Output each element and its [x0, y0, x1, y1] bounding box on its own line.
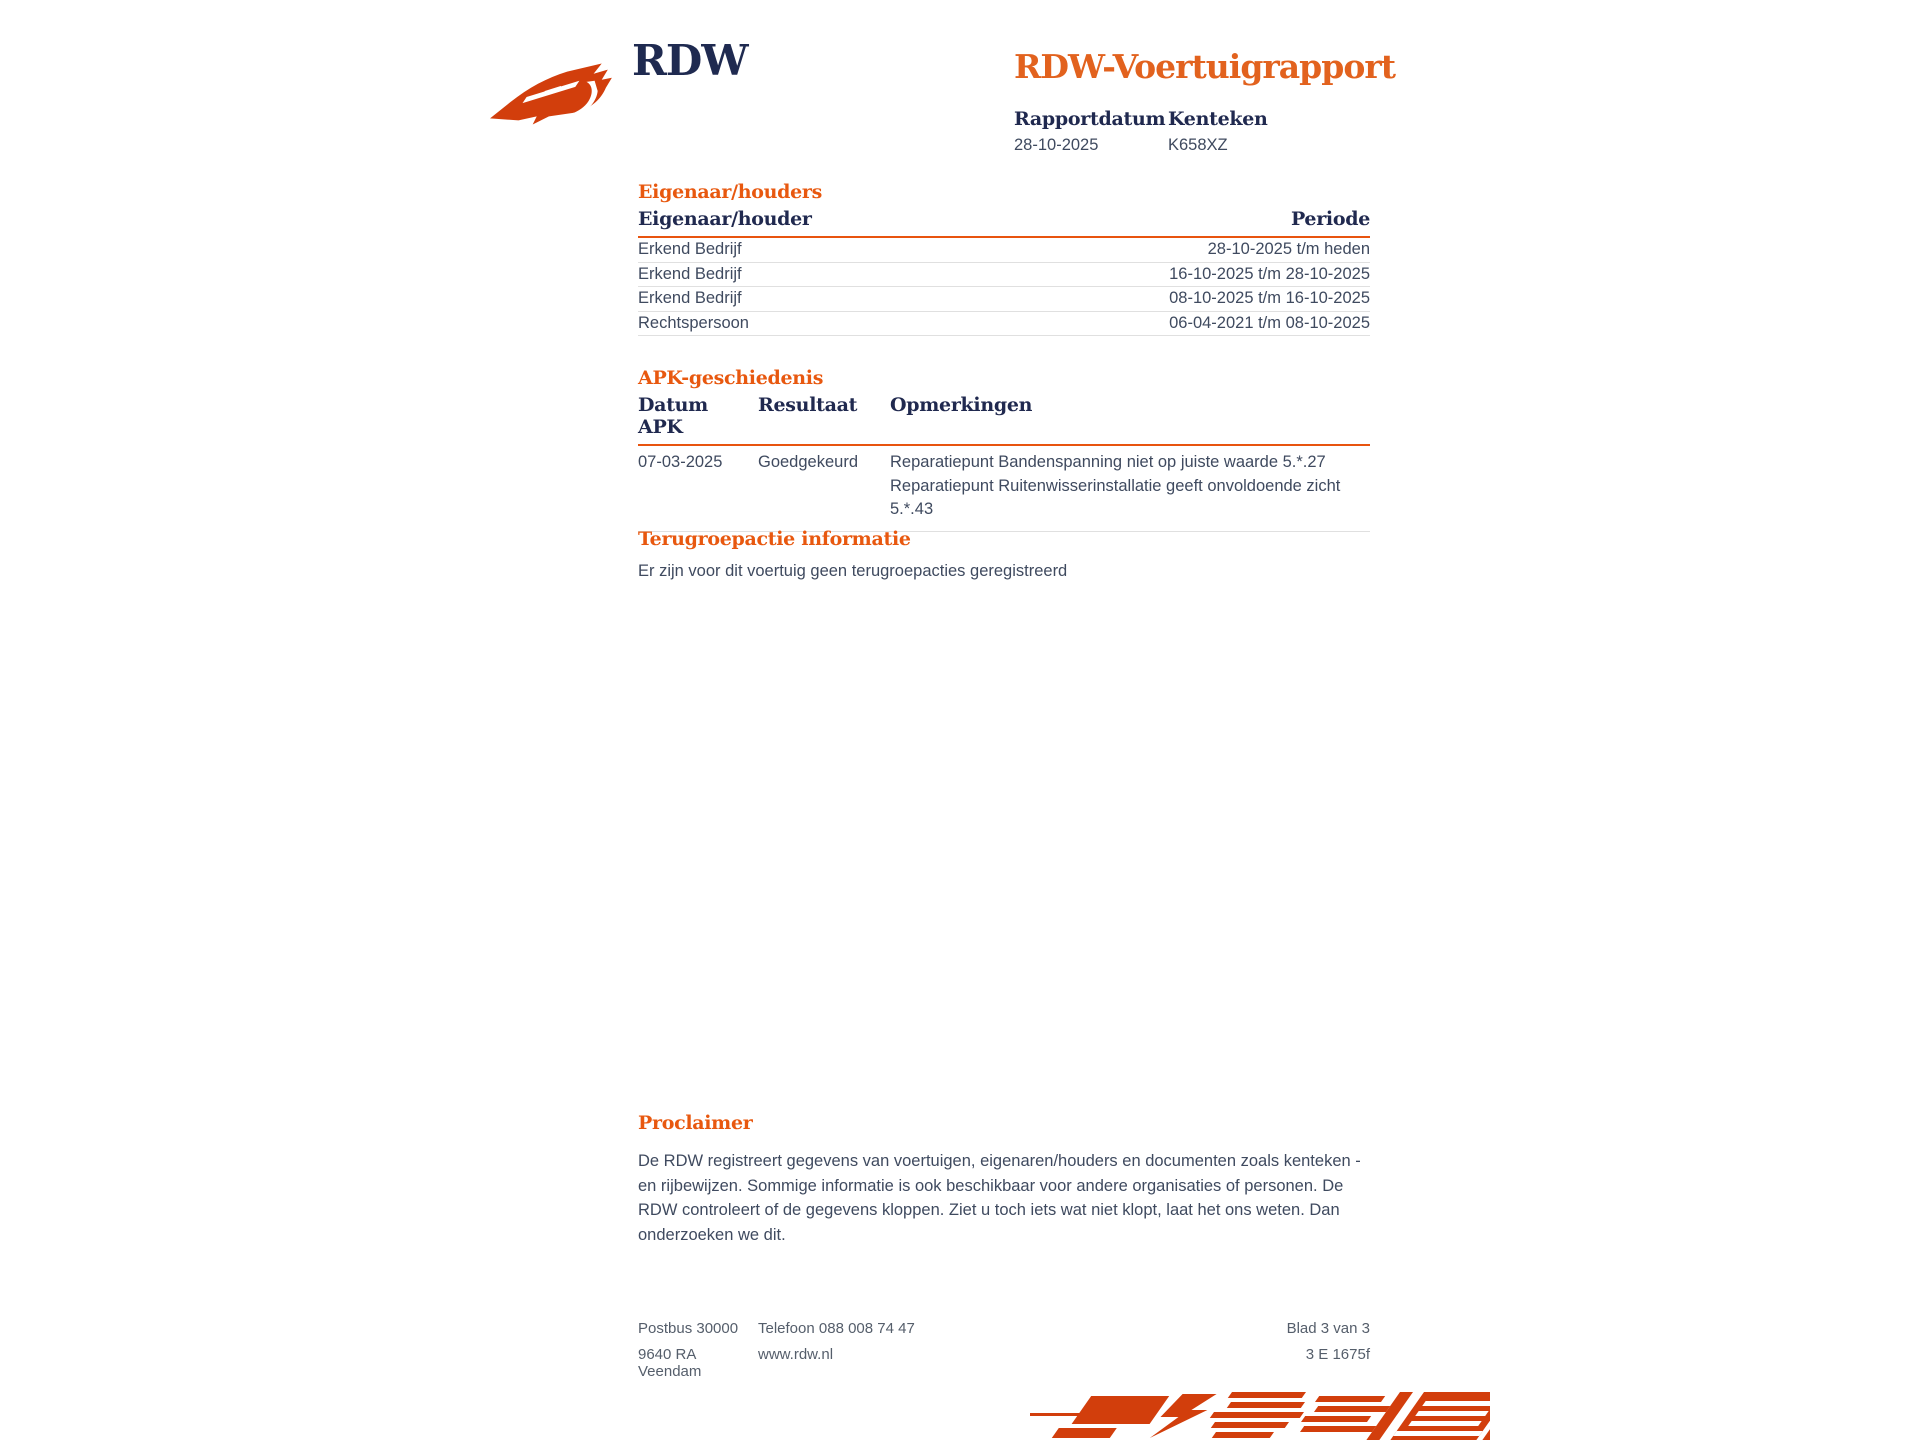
period-cell: 28-10-2025 t/m heden — [1207, 240, 1370, 259]
rdw-wing-logo-icon — [488, 60, 620, 128]
owner-cell: Erkend Bedrijf — [638, 289, 742, 308]
apk-result-cell: Goedgekeurd — [758, 453, 858, 471]
footer-doc-code: 3 E 1675f — [1305, 1346, 1370, 1363]
owners-section-title: Eigenaar/houders — [638, 181, 823, 203]
proclaimer-text: De RDW registreert gegevens van voertuigen, eigenaren/houders en documenten zoals kenteken - en rijbewijzen. Sommige informatie is ook beschikbaar voor andere organisaties of personen. De RDW controleert of de gegevens kloppen. Ziet u toch iets wat niet klopt, laat het ons weten. Dan onderzoeken we dit. — [638, 1152, 1361, 1244]
apk-remarks-cell — [890, 451, 1370, 522]
owner-cell: Erkend Bedrijf — [638, 240, 742, 259]
proclaimer-section — [638, 1112, 1370, 1247]
apk-col-remarks: Opmerkingen — [890, 394, 1033, 416]
owners-col-owner: Eigenaar/houder — [638, 208, 812, 230]
period-cell: 16-10-2025 t/m 28-10-2025 — [1169, 264, 1370, 283]
apk-remark-line: Reparatiepunt Ruitenwisserinstallatie geeft onvoldoende zicht 5.*.43 — [890, 476, 1341, 518]
owners-section — [638, 181, 1370, 336]
table-row — [638, 287, 1370, 312]
apk-section-title: APK-geschiedenis — [638, 367, 824, 389]
apk-history-section — [638, 367, 1370, 532]
license-plate-value: K658XZ — [1168, 136, 1228, 154]
apk-table-header — [638, 394, 1370, 446]
table-row — [638, 263, 1370, 288]
license-plate-label: Kenteken — [1168, 108, 1268, 130]
footer-address-line2: 9640 RA Veendam — [638, 1346, 702, 1380]
footer-page-indicator: Blad 3 van 3 — [1286, 1320, 1370, 1337]
footer-website: www.rdw.nl — [758, 1346, 834, 1363]
apk-remark-line: Reparatiepunt Bandenspanning niet op juiste waarde 5.*.27 — [890, 453, 1326, 471]
recall-section — [638, 528, 1370, 584]
page-footer — [638, 1320, 1370, 1380]
table-row — [638, 312, 1370, 337]
footer-row — [638, 1346, 1370, 1380]
rdw-footer-graphic — [1030, 1392, 1490, 1440]
report-date-label: Rapportdatum — [1014, 108, 1166, 130]
report-date-value: 28-10-2025 — [1014, 136, 1099, 154]
table-row — [638, 238, 1370, 263]
recall-section-title: Terugroepactie informatie — [638, 528, 911, 550]
footer-row — [638, 1320, 1370, 1346]
owners-col-period: Periode — [1290, 208, 1370, 230]
footer-phone: Telefoon 088 008 74 47 — [758, 1320, 915, 1337]
owner-cell: Rechtspersoon — [638, 314, 749, 333]
apk-date-cell: 07-03-2025 — [638, 453, 723, 471]
apk-col-result: Resultaat — [758, 394, 858, 416]
proclaimer-section-title: Proclaimer — [638, 1112, 753, 1134]
period-cell: 08-10-2025 t/m 16-10-2025 — [1169, 289, 1370, 308]
owners-table-header — [638, 208, 1370, 238]
apk-col-date: Datum APK — [638, 394, 708, 438]
owner-cell: Erkend Bedrijf — [638, 264, 742, 283]
table-row — [638, 446, 1370, 532]
page-title: RDW-Voertuigrapport — [1014, 47, 1395, 86]
footer-address-line1: Postbus 30000 — [638, 1320, 739, 1337]
rdw-logo-text: RDW — [632, 36, 748, 85]
recall-text: Er zijn voor dit voertuig geen terugroepacties geregistreerd — [638, 562, 1068, 580]
period-cell: 06-04-2021 t/m 08-10-2025 — [1169, 314, 1370, 333]
